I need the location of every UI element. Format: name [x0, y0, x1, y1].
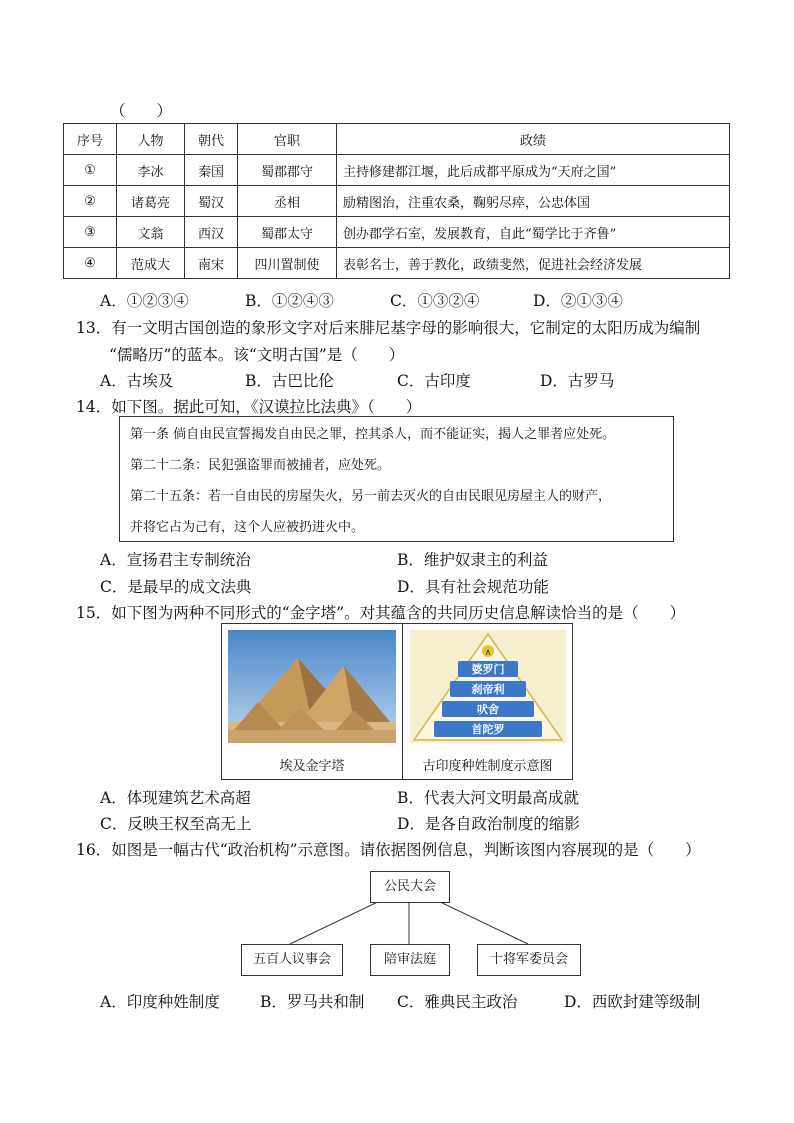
q16-stem: 16．如图是一幅古代“政治机构”示意图。请依据图例信息，判断该图内容展现的是（ ） — [76, 841, 701, 859]
table-cell: 蜀汉 — [185, 186, 238, 217]
table-cell: 南宋 — [185, 248, 238, 279]
law-line: 第一条 倘自由民宣誓揭发自由民之罪，控其杀人，而不能证实，揭人之罪者应处死。 — [130, 427, 616, 442]
table-cell: 蜀郡郡守 — [238, 155, 337, 186]
q15-option-c[interactable]: C．反映王权至高无上 — [100, 815, 252, 833]
q15-option-d[interactable]: D．是各自政治制度的缩影 — [397, 815, 580, 833]
table-cell: 丞相 — [238, 186, 337, 217]
q12-option-a[interactable]: A．①②③④ — [100, 292, 189, 310]
q14-option-b[interactable]: B．维护奴隶主的利益 — [397, 551, 548, 569]
table-cell: 范成大 — [117, 248, 185, 279]
q13-stem-line2: “儒略历”的蓝本。该“文明古国”是（ ） — [109, 346, 405, 364]
caste-diagram-caption: 古印度种姓制度示意图 — [422, 759, 553, 774]
q12-stem-tail: （ ） — [110, 102, 173, 120]
egypt-pyramid-caption: 埃及金字塔 — [279, 759, 345, 774]
caste-label: 吠舍 — [477, 703, 499, 716]
table-cell: 西汉 — [185, 217, 238, 248]
table-cell: ② — [64, 186, 117, 217]
table-cell: 文翁 — [117, 217, 185, 248]
col-header: 序号 — [64, 124, 117, 155]
caste-apex-text: ∧ — [484, 648, 492, 658]
table-cell: 蜀郡太守 — [238, 217, 337, 248]
caste-label: 婆罗门 — [471, 663, 505, 676]
law-line: 第二十二条：民犯强盗罪而被捕者，应处死。 — [130, 458, 391, 473]
q12-option-d[interactable]: D．②①③④ — [533, 292, 623, 310]
table-cell: ① — [64, 155, 117, 186]
q16-option-c[interactable]: C．雅典民主政治 — [397, 993, 518, 1011]
law-line: 第二十五条：若一自由民的房屋失火，另一前去灭火的自由民眼见房屋主人的财产， — [130, 489, 612, 504]
q13-stem-line1: 13．有一文明古国创造的象形文字对后来腓尼基字母的影响很大，它制定的太阳历成为编制 — [76, 319, 701, 337]
q13-option-c[interactable]: C．古印度 — [397, 372, 471, 390]
q14-stem: 14．如下图。据此可知，《汉谟拉比法典》（ ） — [76, 398, 422, 416]
table-cell: 李冰 — [117, 155, 185, 186]
q14-option-a[interactable]: A．宣扬君主专制统治 — [100, 551, 251, 569]
q16-option-d[interactable]: D．西欧封建等级制 — [564, 993, 701, 1011]
col-header: 政绩 — [337, 124, 730, 155]
table-cell: 诸葛亮 — [117, 186, 185, 217]
org-box-court: 陪审法庭 — [370, 944, 450, 976]
law-line: 并将它占为己有，这个人应被扔进火中。 — [130, 520, 365, 535]
table-cell: 励精图治，注重农桑，鞠躬尽瘁，公忠体国 — [337, 186, 730, 217]
col-header: 人物 — [117, 124, 185, 155]
q14-option-d[interactable]: D．具有社会规范功能 — [397, 578, 549, 596]
caste-label: 首陀罗 — [471, 723, 505, 736]
q15-option-b[interactable]: B．代表大河文明最高成就 — [397, 789, 579, 807]
table-cell: 创办郡学石室，发展教育，自此“蜀学比于齐鲁” — [337, 217, 730, 248]
q14-option-c[interactable]: C．是最早的成文法典 — [100, 578, 252, 596]
org-box-generals: 十将军委员会 — [477, 944, 581, 976]
col-header: 朝代 — [185, 124, 238, 155]
q15-stem: 15．如下图为两种不同形式的“金字塔”。对其蕴含的共同历史信息解读恰当的是（ ） — [76, 604, 686, 622]
q12-option-c[interactable]: C．①③②④ — [390, 292, 480, 310]
q13-option-b[interactable]: B．古巴比伦 — [245, 372, 334, 390]
org-box-citizens-assembly: 公民大会 — [370, 871, 450, 903]
q15-option-a[interactable]: A．体现建筑艺术高超 — [100, 789, 251, 807]
q16-option-b[interactable]: B．罗马共和制 — [260, 993, 365, 1011]
q12-option-b[interactable]: B．①②④③ — [245, 292, 334, 310]
table-cell: 四川置制使 — [238, 248, 337, 279]
table-cell: 主持修建都江堰，此后成都平原成为“天府之国” — [337, 155, 730, 186]
col-header: 官职 — [238, 124, 337, 155]
table-cell: ④ — [64, 248, 117, 279]
org-box-council: 五百人议事会 — [241, 944, 343, 976]
table-cell: 秦国 — [185, 155, 238, 186]
table-cell: ③ — [64, 217, 117, 248]
q13-option-d[interactable]: D．古罗马 — [540, 372, 615, 390]
q16-option-a[interactable]: A．印度种姓制度 — [100, 993, 220, 1011]
table-cell: 表彰名士，善于教化，政绩斐然，促进社会经济发展 — [337, 248, 730, 279]
caste-label: 刹帝利 — [471, 683, 505, 696]
q13-option-a[interactable]: A．古埃及 — [100, 372, 174, 390]
